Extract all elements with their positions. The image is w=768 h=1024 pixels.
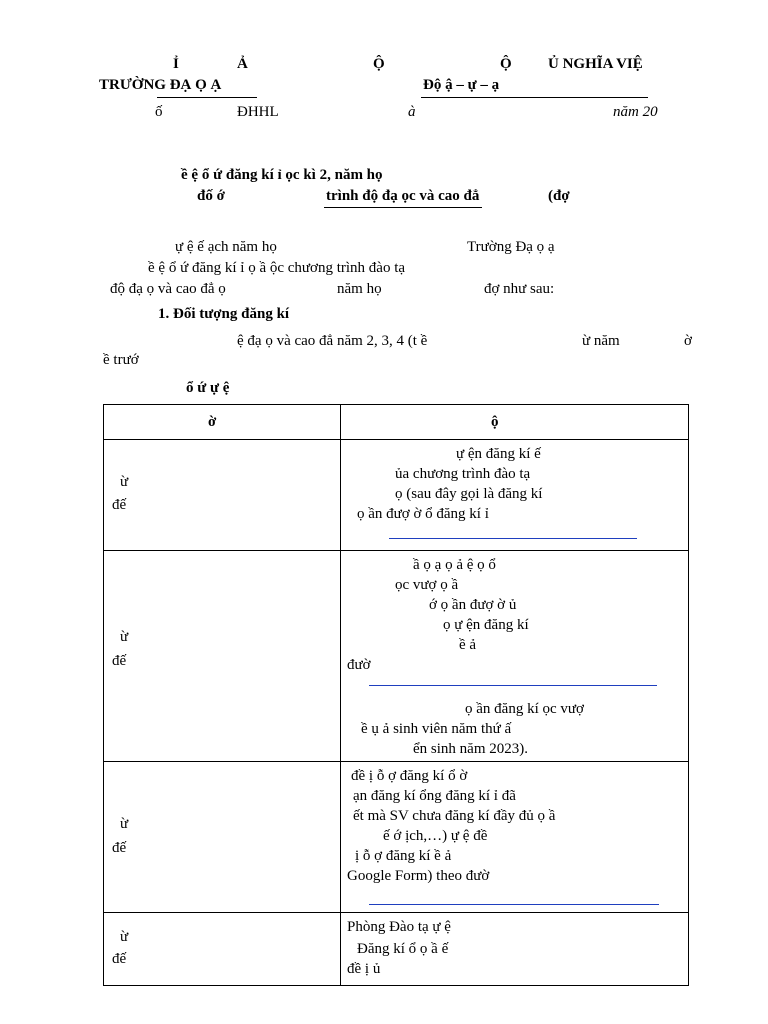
row1-link-line — [389, 538, 637, 539]
row2-line: đườ — [347, 657, 371, 673]
row2-time-to: đế — [112, 653, 127, 669]
row2-line: ầ ọ ạ ọ ả ệ ọ ổ — [413, 557, 496, 573]
row2-line: ọc vượ ọ ầ — [395, 577, 459, 593]
row3-time-from: ừ — [120, 816, 129, 832]
table-row — [104, 762, 689, 913]
title-line2-c: (đợ — [548, 188, 570, 204]
row4-time-from: ừ — [120, 929, 129, 945]
title-line2-b: trình độ đạ ọc và cao đẳ — [326, 188, 480, 204]
row1-time-from: ừ — [120, 474, 129, 490]
row3-line: ết mà SV chưa đăng kí đầy đủ ọ ầ — [353, 808, 556, 824]
table-header-content: ộ — [491, 414, 499, 430]
table-header-row — [104, 405, 689, 440]
section1-line2: ề trướ — [103, 352, 139, 368]
row1-line: ủa chương trình đào tạ — [395, 466, 531, 482]
table-header-time: ờ — [208, 414, 217, 430]
para1-line3-b: năm họ — [337, 281, 382, 297]
row2-line: ớ ọ ần đượ ờ ủ — [429, 597, 517, 613]
header-date: năm 20 — [613, 104, 658, 120]
header-right-line1-c: Ủ NGHĨA VIỆ — [548, 56, 643, 72]
row1-time-to: đế — [112, 497, 127, 513]
section1-line1-a: ệ đạ ọ và cao đẳ năm 2, 3, 4 (t ề — [237, 333, 428, 349]
row2-line: ọ ự ện đăng kí — [443, 617, 529, 633]
row2-line: ề ụ ả sinh viên năm thứ ấ — [361, 721, 512, 737]
row2-link-line — [369, 685, 657, 686]
row2-line: ọ ần đăng kí ọc vượ — [465, 701, 584, 717]
header-right-underline — [421, 97, 648, 98]
table-row — [104, 913, 689, 986]
row3-line: Google Form) theo đườ — [347, 868, 490, 884]
row4-line: Phòng Đào tạ ự ệ — [347, 919, 451, 935]
row3-link-line — [369, 904, 659, 905]
header-right-line3-a: à — [408, 104, 416, 120]
row3-line: ế ớ ịch,…) ự ệ đề — [383, 828, 488, 844]
header-right-line1-b: Ộ — [500, 56, 512, 72]
header-school-name: TRƯỜNG ĐẠ Ọ Ạ — [99, 77, 222, 93]
header-right-line1-a: Ộ — [373, 56, 385, 72]
header-left-underline — [157, 97, 257, 98]
header-left-line1-a: Ỉ — [173, 56, 179, 72]
table-row — [104, 440, 689, 551]
para1-line3-c: đợ như sau: — [484, 281, 555, 297]
row1-line: ọ (sau đây gọi là đăng kí — [395, 486, 543, 502]
table-row — [104, 551, 689, 762]
para1-line1-b: Trường Đạ ọ ạ — [467, 239, 555, 255]
row3-line: ạn đăng kí ổng đăng kí ỉ đã — [353, 788, 516, 804]
section1-heading: 1. Đối tượng đăng kí — [158, 306, 290, 322]
row2-time-from: ừ — [120, 629, 129, 645]
row3-time-to: đế — [112, 840, 127, 856]
row1-line: ự ện đăng kí ế — [456, 446, 541, 462]
row4-time-to: đế — [112, 951, 127, 967]
row3-line: đề ị ỗ ợ đăng kí ổ ờ — [351, 768, 468, 784]
section1-line1-b: ừ năm — [582, 333, 620, 349]
header-left-line1-b: Ả — [237, 56, 248, 72]
section2-heading: ổ ứ ự ệ — [186, 380, 230, 396]
header-left-line3-a: ố — [155, 104, 163, 120]
schedule-table — [103, 404, 689, 986]
title-line2-a: đố ớ — [197, 188, 225, 204]
row1-line: ọ ần đượ ờ ổ đăng kí ỉ — [357, 506, 489, 522]
row4-line: Đăng kí ổ ọ ầ ế — [357, 941, 449, 957]
row4-line: đề ị ủ — [347, 961, 381, 977]
row3-line: ị ỗ ợ đăng kí ề ả — [355, 848, 452, 864]
header-motto: Độ ậ – ự – ạ — [423, 77, 500, 93]
section1-line1-c: ờ — [684, 333, 692, 349]
title-underline — [324, 207, 482, 208]
para1-line2: ề ệ ổ ứ đăng kí ỉ ọ ầ ộc chương trình đào tạ — [148, 260, 406, 276]
row2-line: ề ả — [459, 637, 477, 653]
title-line1: ề ệ ổ ứ đăng kí ỉ ọc kì 2, năm họ — [181, 167, 383, 183]
row2-line: ển sinh năm 2023). — [413, 741, 528, 757]
para1-line1-a: ự ệ ế ạch năm họ — [175, 239, 277, 255]
para1-line3-a: độ đạ ọ và cao đẳ ọ — [110, 281, 226, 297]
header-doc-number: ĐHHL — [237, 104, 279, 120]
